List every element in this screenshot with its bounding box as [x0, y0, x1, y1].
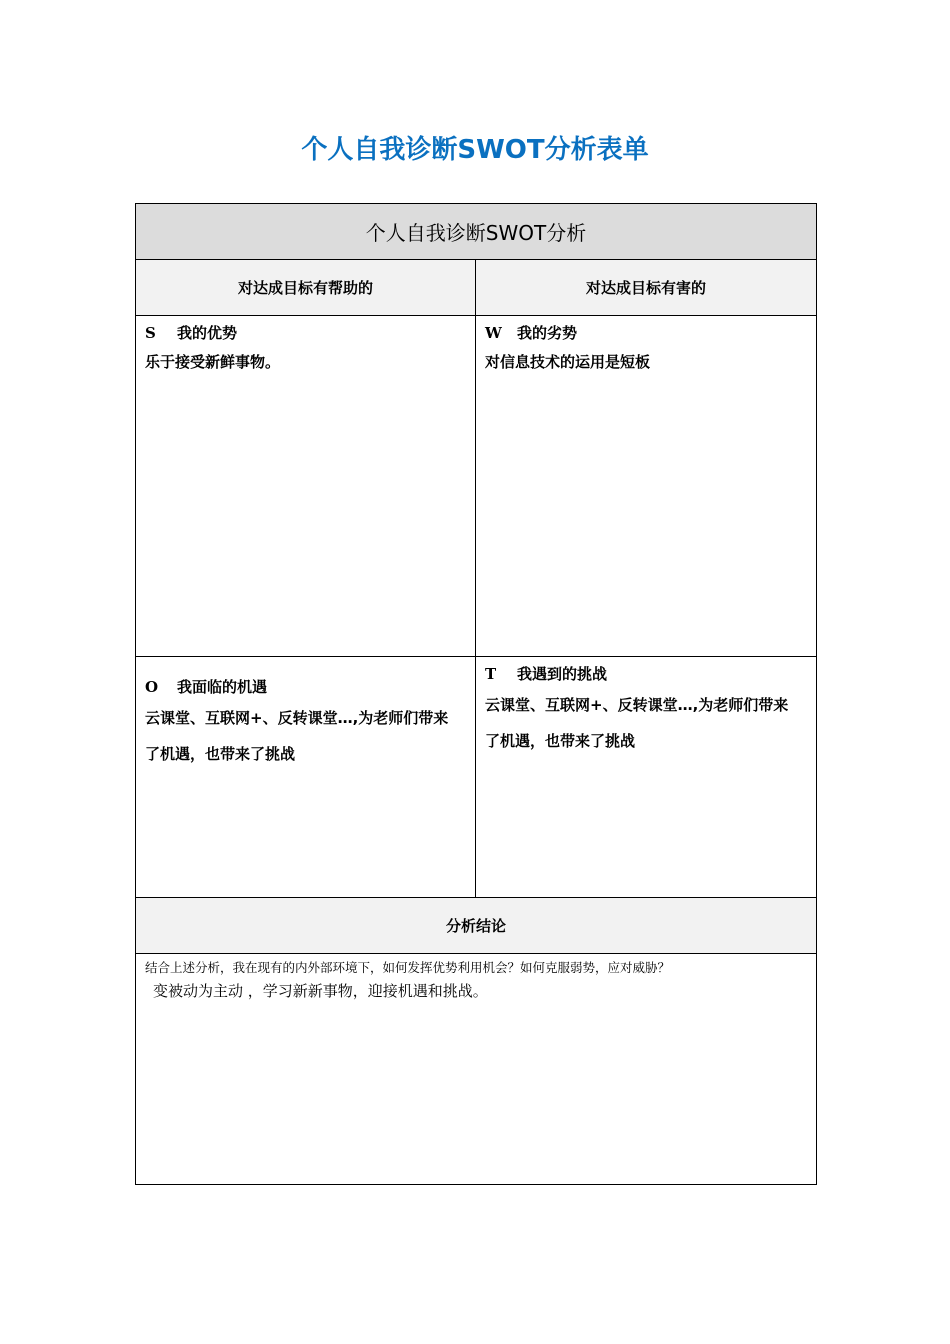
weaknesses-title: 我的劣势 — [517, 324, 578, 342]
threats-title: 我遇到的挑战 — [517, 665, 608, 683]
conclusion-answer: 变被动为主动 ，学习新新事物，迎接机遇和挑战。 — [153, 982, 488, 1000]
opportunities-text-line-2: 了机遇，也带来了挑战 — [145, 745, 296, 763]
document-title: 个人自我诊断SWOT分析表单 — [301, 135, 649, 165]
opportunities-letter: O — [145, 678, 159, 696]
threats-text-line-2: 了机遇，也带来了挑战 — [485, 732, 636, 750]
strengths-cell — [136, 316, 476, 657]
table-header: 个人自我诊断SWOT分析 — [136, 204, 817, 260]
threats-text-line-1: 云课堂、互联网+、反转课堂…,为老师们带来 — [485, 696, 789, 714]
strengths-text: 乐于接受新鲜事物。 — [145, 353, 281, 371]
swot-table — [135, 203, 817, 1185]
strengths-heading — [145, 320, 467, 346]
opportunities-text-line-1: 云课堂、互联网+、反转课堂…,为老师们带来 — [145, 709, 449, 727]
weaknesses-cell — [476, 316, 817, 657]
weaknesses-text: 对信息技术的运用是短板 — [485, 353, 651, 371]
opportunities-heading — [145, 674, 467, 700]
weaknesses-letter: W — [485, 324, 502, 342]
threats-heading — [485, 661, 808, 687]
strengths-letter: S — [145, 324, 156, 342]
strengths-title: 我的优势 — [177, 324, 238, 342]
column-header-helpful: 对达成目标有帮助的 — [136, 260, 476, 316]
conclusion-cell — [136, 954, 817, 1185]
threats-cell — [476, 657, 817, 898]
threats-letter: T — [485, 665, 497, 683]
conclusion-prompt: 结合上述分析，我在现有的内外部环境下，如何发挥优势利用机会？如何克服弱势，应对威胁？ — [145, 960, 671, 975]
weaknesses-heading — [485, 320, 808, 346]
opportunities-cell — [136, 657, 476, 898]
opportunities-title: 我面临的机遇 — [177, 678, 268, 696]
conclusion-header: 分析结论 — [136, 898, 817, 954]
column-header-harmful: 对达成目标有害的 — [476, 260, 817, 316]
